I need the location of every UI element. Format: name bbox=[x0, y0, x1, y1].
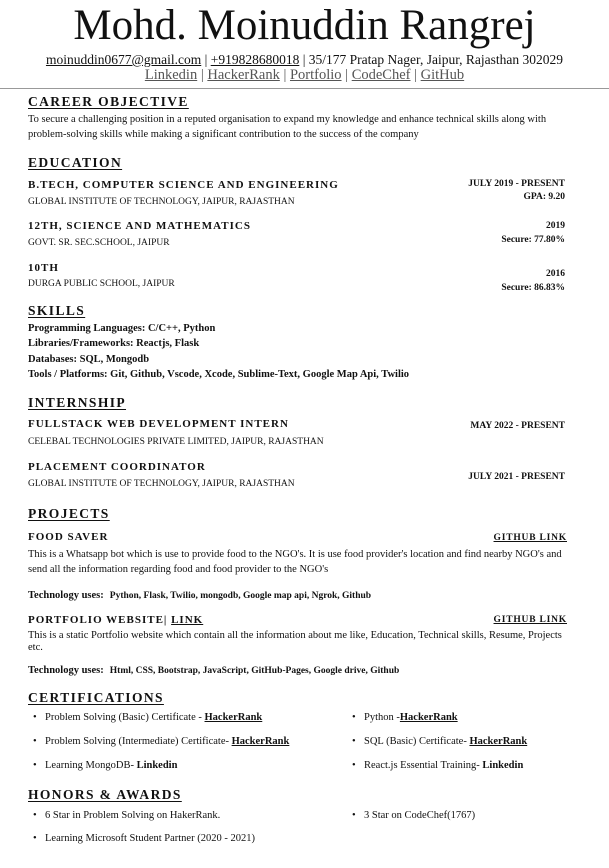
section-heading-certifications: CERTIFICATIONS bbox=[28, 690, 164, 705]
technology-value: Python, Flask, Twilio, mongodb, Google map api, Ngrok, Github bbox=[109, 591, 372, 601]
skill-line: Libraries/Frameworks: Reactjs, Flask bbox=[28, 338, 200, 349]
objective-text: To secure a challenging position in a reputed organisation to expand my knowledge and enhance technical skills along with problem-solving skills while making a significant contribution to the success of the company bbox=[28, 114, 547, 140]
certification-text: Learning MongoDB- bbox=[45, 760, 137, 771]
portfolio-live-link[interactable]: LINK bbox=[171, 614, 204, 626]
separator: | bbox=[302, 52, 306, 67]
technology-value: Html, CSS, Bootstrap, JavaScript, GitHub-Pages, Google drive, Github bbox=[109, 666, 400, 676]
skill-line: Programming Languages: C/C++, Python bbox=[28, 323, 216, 334]
certification-text: Problem Solving (Intermediate) Certificate- bbox=[45, 736, 232, 747]
education-score: Secure: 77.80% bbox=[501, 235, 565, 245]
project-title bbox=[28, 614, 203, 627]
education-institute: DURGA PUBLIC SCHOOL, JAIPUR bbox=[28, 279, 175, 289]
project-description: This is a Whatsapp bot which is use to provide food to the NGO's. It is use food provider's location and find nearby NGO's and send all the information regarding food and food provider to the NGO's bbox=[28, 549, 562, 575]
education-score: Secure: 86.83% bbox=[501, 283, 565, 293]
certification-item bbox=[364, 759, 523, 773]
project-title: FOOD SAVER bbox=[28, 531, 109, 543]
education-date: JULY 2019 - PRESENT bbox=[468, 179, 565, 189]
certification-item bbox=[45, 759, 177, 773]
education-date: 2016 bbox=[546, 269, 565, 279]
separator: | bbox=[414, 67, 418, 83]
internship-role: FULLSTACK WEB DEVELOPMENT INTERN bbox=[28, 418, 289, 430]
separator: | bbox=[345, 67, 349, 83]
separator: | bbox=[283, 67, 287, 83]
certification-item bbox=[364, 735, 527, 749]
email-link[interactable]: moinuddin0677@gmail.com bbox=[45, 52, 202, 67]
phone-link[interactable]: +919828680018 bbox=[210, 52, 300, 67]
contact-line bbox=[0, 52, 609, 68]
separator: | bbox=[204, 52, 208, 67]
education-degree: 10TH bbox=[28, 262, 59, 274]
resume-name: Mohd. Moinuddin Rangrej bbox=[73, 2, 536, 49]
project-technology bbox=[28, 589, 371, 603]
project-github-link[interactable]: GITHUB LINK bbox=[493, 615, 567, 625]
hackerrank-link[interactable]: HackerRank bbox=[207, 67, 280, 83]
project-github-link[interactable]: GITHUB LINK bbox=[493, 533, 567, 543]
certification-source-link[interactable]: HackerRank bbox=[204, 712, 263, 723]
technology-label: Technology uses: bbox=[28, 590, 104, 601]
education-score: GPA: 9.20 bbox=[523, 192, 565, 202]
section-heading-objective: CAREER OBJECTIVE bbox=[28, 94, 189, 109]
honor-item: • 3 Star on CodeChef(1767) bbox=[364, 809, 475, 823]
technology-label: Technology uses: bbox=[28, 665, 104, 676]
education-degree: 12TH, SCIENCE AND MATHEMATICS bbox=[28, 220, 251, 232]
linkedin-link[interactable]: Linkedin bbox=[144, 67, 198, 83]
honor-item: • 6 Star in Problem Solving on HakerRank. bbox=[45, 809, 220, 823]
education-institute: GLOBAL INSTITUTE OF TECHNOLOGY, JAIPUR, RAJASTHAN bbox=[28, 197, 295, 207]
section-heading-honors: HONORS & AWARDS bbox=[28, 787, 182, 802]
education-date: 2019 bbox=[546, 221, 565, 231]
certification-item bbox=[45, 735, 289, 749]
internship-org: GLOBAL INSTITUTE OF TECHNOLOGY, JAIPUR, RAJASTHAN bbox=[28, 479, 295, 489]
internship-date: JULY 2021 - PRESENT bbox=[468, 472, 565, 482]
certification-source-link[interactable]: HackerRank bbox=[469, 736, 528, 747]
project-description: This is a static Portfolio website which contain all the information about me like, Education, Technical skills, Resume, Projects etc. bbox=[28, 630, 562, 653]
internship-date: MAY 2022 - PRESENT bbox=[470, 421, 565, 431]
certification-source-link[interactable]: Linkedin bbox=[482, 760, 524, 771]
education-institute: GOVT. SR. SEC.SCHOOL, JAIPUR bbox=[28, 238, 170, 248]
profile-links bbox=[0, 67, 609, 84]
section-heading-projects: PROJECTS bbox=[28, 506, 110, 521]
certification-text: Python - bbox=[364, 712, 400, 723]
internship-role: PLACEMENT COORDINATOR bbox=[28, 461, 206, 473]
project-title-text: PORTFOLIO WEBSITE| bbox=[28, 614, 168, 626]
section-heading-education: EDUCATION bbox=[28, 155, 123, 170]
certification-source-link[interactable]: HackerRank bbox=[399, 712, 458, 723]
portfolio-link[interactable]: Portfolio bbox=[289, 67, 342, 83]
project-technology bbox=[28, 664, 399, 678]
certification-text: SQL (Basic) Certificate- bbox=[364, 736, 470, 747]
education-degree: B.TECH, COMPUTER SCIENCE AND ENGINEERING bbox=[28, 179, 339, 191]
certification-text: Problem Solving (Basic) Certificate - bbox=[45, 712, 205, 723]
certification-source-link[interactable]: Linkedin bbox=[136, 760, 178, 771]
section-heading-internship: INTERNSHIP bbox=[28, 395, 127, 410]
honor-item: • Learning Microsoft Student Partner (2020 - 2021) bbox=[45, 832, 255, 846]
section-heading-skills: SKILLS bbox=[28, 303, 86, 318]
separator: | bbox=[200, 67, 204, 83]
header-divider bbox=[0, 88, 609, 89]
codechef-link[interactable]: CodeChef bbox=[351, 67, 411, 83]
certification-source-link[interactable]: HackerRank bbox=[231, 736, 290, 747]
certification-item bbox=[364, 711, 458, 725]
certification-item bbox=[45, 711, 262, 725]
skill-line: Databases: SQL, Mongodb bbox=[28, 354, 150, 365]
internship-org: CELEBAL TECHNOLOGIES PRIVATE LIMITED, JAIPUR, RAJASTHAN bbox=[28, 437, 324, 447]
address: 35/177 Pratap Nager, Jaipur, Rajasthan 302029 bbox=[308, 52, 564, 67]
github-link[interactable]: GitHub bbox=[420, 67, 465, 83]
certification-text: React.js Essential Training- bbox=[364, 760, 483, 771]
skill-line: Tools / Platforms: Git, Github, Vscode, Xcode, Sublime-Text, Google Map Api, Twilio bbox=[28, 369, 410, 380]
